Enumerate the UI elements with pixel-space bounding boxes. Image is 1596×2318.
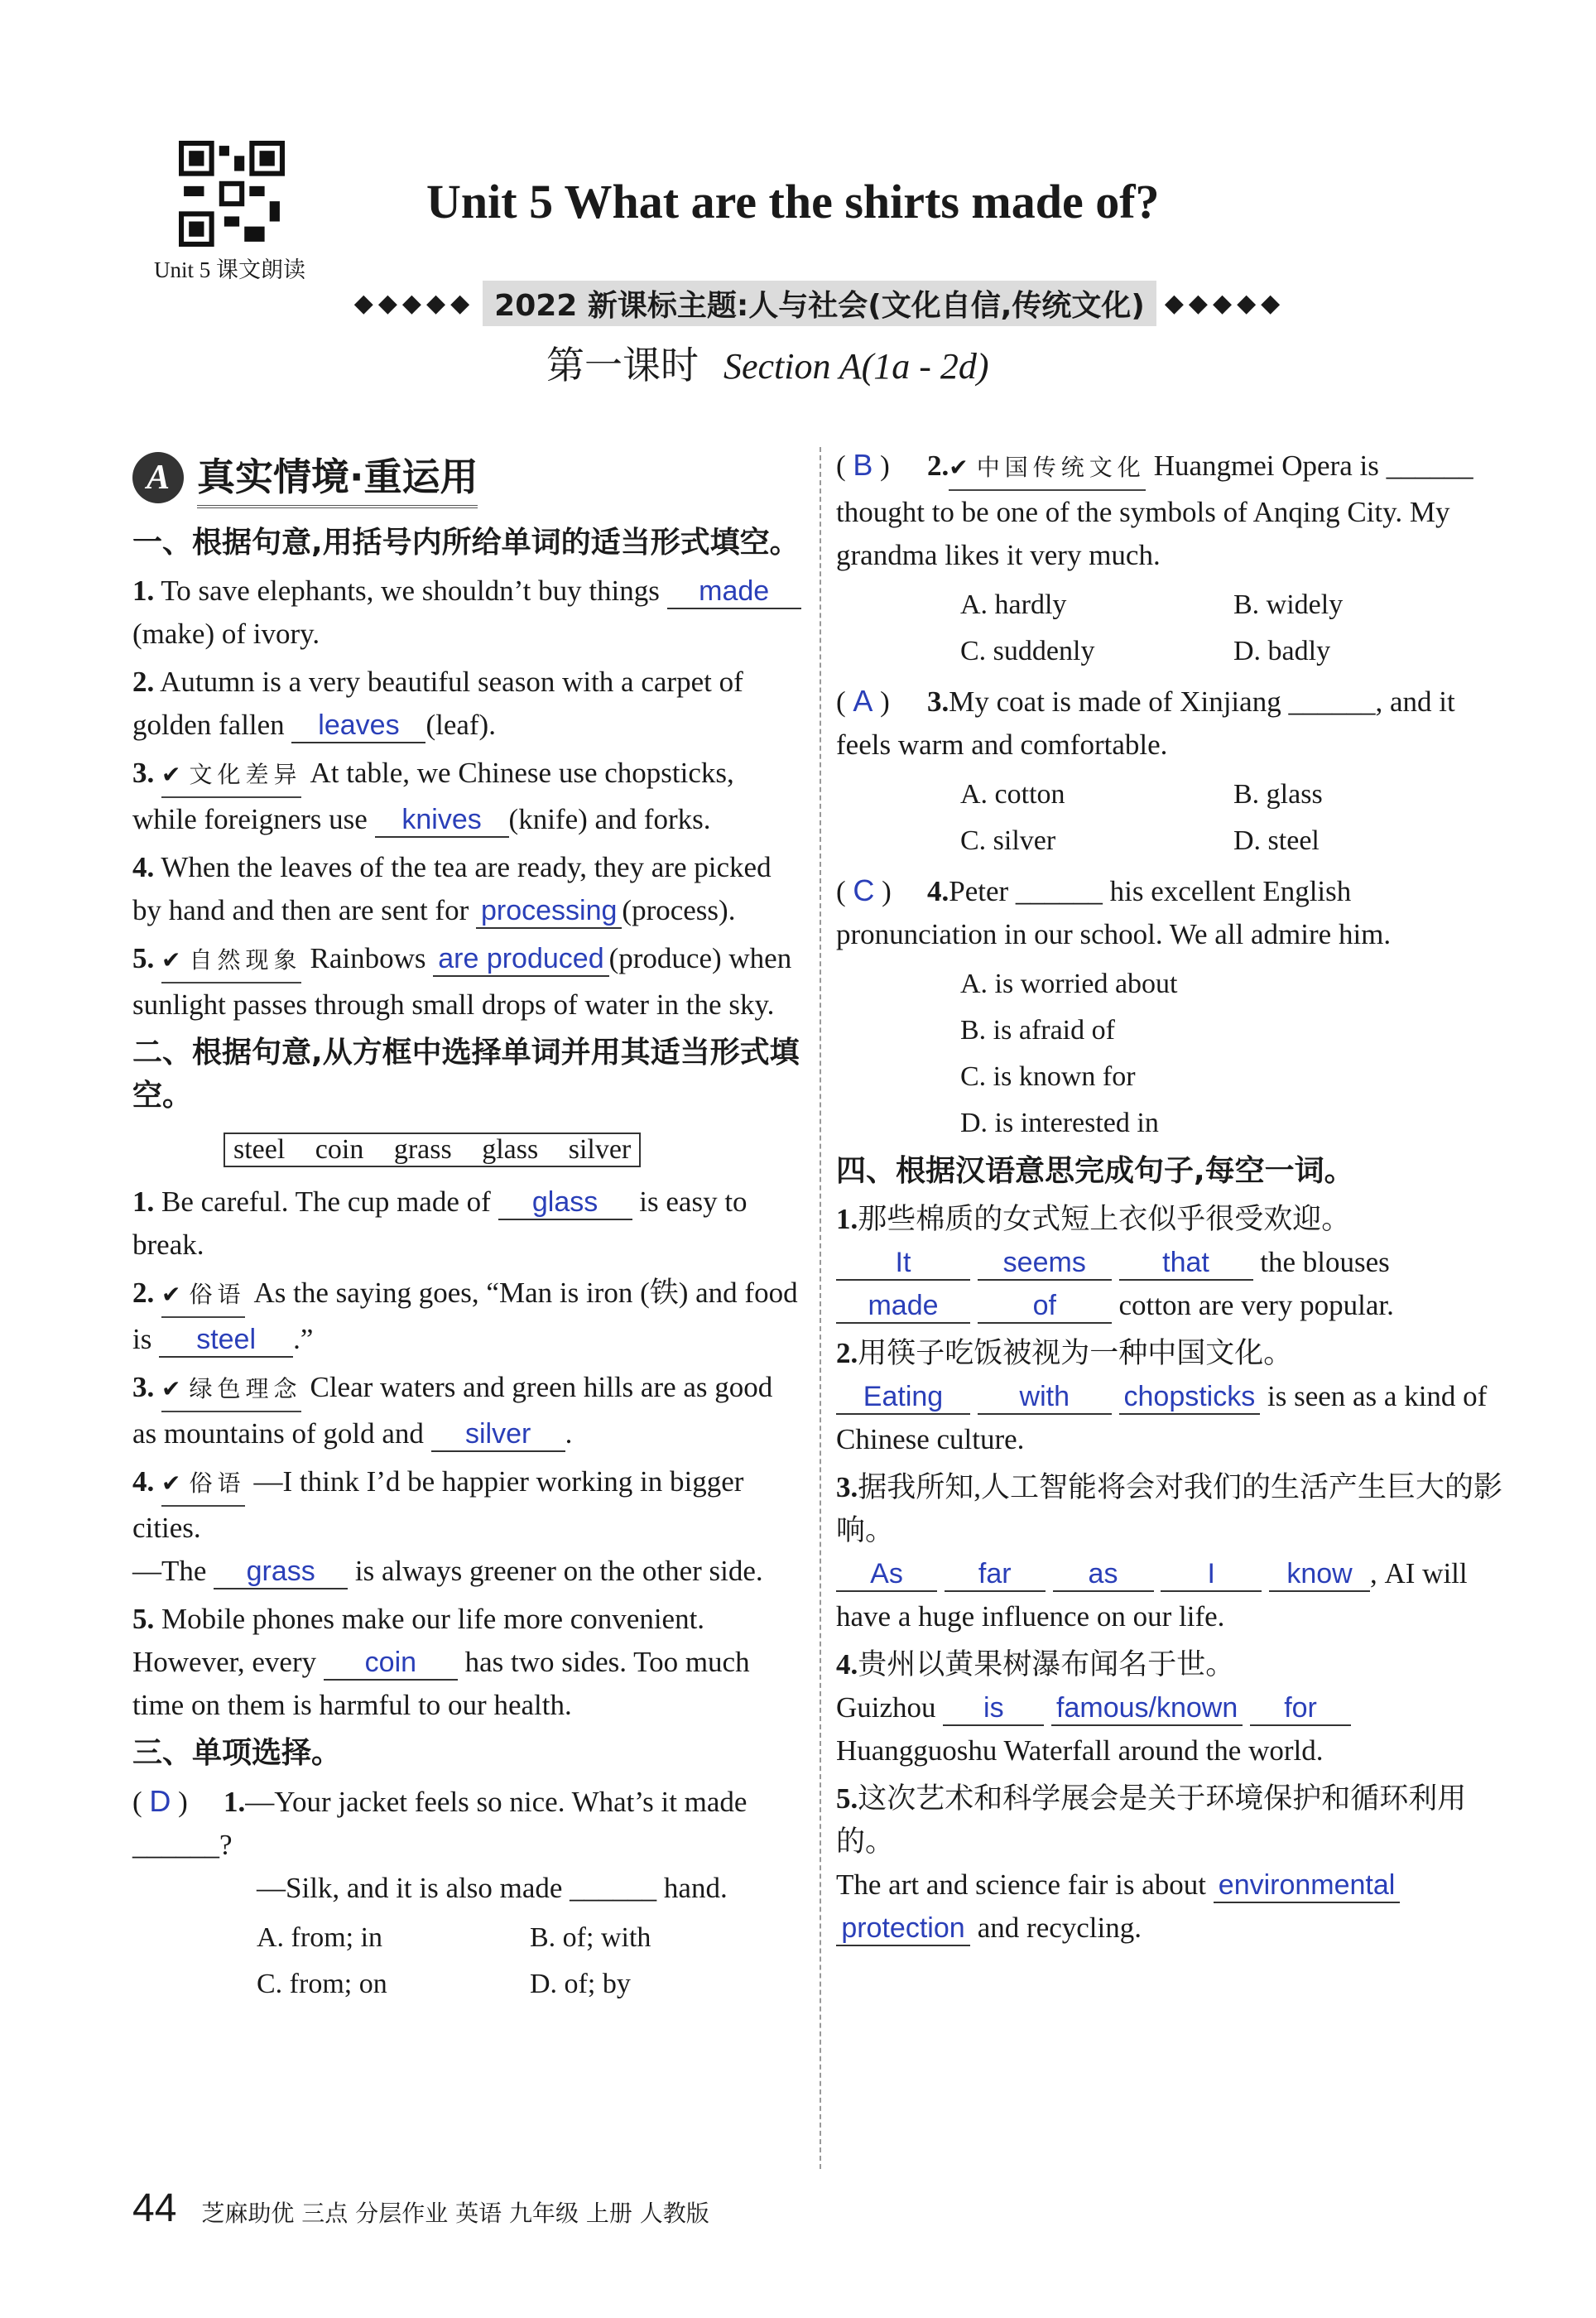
options-list <box>960 961 1507 1147</box>
question-item: 4. ✔ 俗语 —I think I’d be happier working in bigger cities. —The grass is always greener on the other side. <box>132 1460 803 1593</box>
answer-blank[interactable]: far <box>945 1557 1046 1592</box>
answer-blank[interactable]: silver <box>431 1417 565 1452</box>
lesson-title: 第一课时 Section A(1a - 2d) <box>546 343 989 387</box>
answer-blank[interactable]: made <box>667 575 801 609</box>
question-item: 5. Mobile phones make our life more convenient. However, every coin has two sides. Too much time on them is harmful to our health. <box>132 1603 750 1721</box>
question-item: ( C ) 4.Peter ______ his excellent English pronunciation in our school. We all admire him. <box>836 873 1392 950</box>
part1-heading: 一、根据句意,用括号内所给单词的适当形式填空。 <box>132 526 800 560</box>
answer-blank[interactable]: is <box>943 1691 1044 1726</box>
option-a[interactable]: A. cotton <box>960 779 1065 810</box>
question-item: 2. Autumn is a very beautiful season with a carpet of golden fallen leaves (leaf). <box>132 661 803 747</box>
topic-tag: ✔ 绿色理念 <box>161 1368 301 1412</box>
option-a[interactable]: A. is worried about <box>960 969 1178 999</box>
question-item: ( B ) 2.✔ 中国传统文化 Huangmei Opera is ______ thought to be one of the symbols of Anqing City. My grandma likes it very much. <box>836 444 1507 577</box>
question-item: 5. ✔ 自然现象 Rainbows are produced (produce) when sunlight passes through small drops of water in the sky. <box>132 937 803 1027</box>
answer-blank[interactable]: coin <box>324 1646 458 1681</box>
answer-blank[interactable]: It <box>836 1246 970 1281</box>
answer-blank[interactable]: seems <box>978 1246 1112 1281</box>
option-c[interactable]: C. is known for <box>960 1061 1136 1092</box>
options-grid <box>960 582 1507 675</box>
question-item: 4. When the leaves of the tea are ready, they are picked by hand and then are sent for processing (process). <box>132 846 803 932</box>
theme-bar <box>298 281 1341 325</box>
topic-tag: ✔ 俗语 <box>161 1273 245 1318</box>
answer-blank[interactable]: grass <box>214 1555 348 1589</box>
answer-blank[interactable]: that <box>1119 1246 1253 1281</box>
left-column <box>132 439 803 2008</box>
answer-blank[interactable]: glass <box>498 1185 632 1220</box>
page-number: 44 <box>132 2186 177 2230</box>
question-item: ( D ) 1.—Your jacket feels so nice. What’s it made ______? —Silk, and it is also made ______ hand. <box>132 1784 748 1904</box>
topic-tag: ✔ 中国传统文化 <box>949 446 1145 491</box>
option-c[interactable]: C. suddenly <box>960 636 1095 666</box>
column-divider <box>820 447 821 2169</box>
answer-blank[interactable]: Eating <box>836 1380 970 1415</box>
part2-heading: 二、根据句意,从方框中选择单词并用其适当形式填空。 <box>132 1036 800 1113</box>
option-d[interactable]: D. of; by <box>530 1969 631 1999</box>
question-item: 3. ✔ 绿色理念 Clear waters and green hills are as good as mountains of gold and silver . <box>132 1366 803 1455</box>
answer-blank[interactable]: are produced <box>433 942 608 977</box>
diamond-icons-right: ◆◆◆◆◆ <box>1164 288 1286 318</box>
answer-blank[interactable]: I <box>1161 1557 1262 1592</box>
option-c[interactable]: C. silver <box>960 825 1056 856</box>
topic-tag: ✔ 自然现象 <box>161 939 301 983</box>
answer-blank[interactable]: processing <box>476 894 622 929</box>
footer-text: 芝麻助优 三点 分层作业 英语 九年级 上册 人教版 <box>201 2200 709 2227</box>
option-c[interactable]: C. from; on <box>257 1969 387 1999</box>
option-a[interactable]: A. hardly <box>960 589 1067 620</box>
unit-title: Unit 5 What are the shirts made of? <box>426 175 1160 228</box>
question-item: 3.据我所知,人工智能将会对我们的生活产生巨大的影响。 As far as I know , AI will have a huge influence on our life. <box>836 1471 1503 1633</box>
question-item: 2. ✔ 俗语 As the saying goes, “Man is iron (铁) and food is steel .” <box>132 1272 803 1361</box>
qr-code-icon <box>179 141 285 247</box>
topic-tag: ✔ 文化差异 <box>161 753 301 798</box>
theme-label: 2022 新课标主题:人与社会(文化自信,传统文化) <box>483 281 1156 326</box>
qr-label: Unit 5 课文朗读 <box>154 257 306 282</box>
section-a-header <box>132 447 803 508</box>
right-column <box>836 439 1507 1955</box>
choice-answer[interactable]: B <box>853 448 873 482</box>
diamond-icons-left: ◆◆◆◆◆ <box>353 288 475 318</box>
option-a[interactable]: A. from; in <box>257 1922 383 1953</box>
option-d[interactable]: D. badly <box>1233 636 1331 666</box>
answer-blank[interactable]: As <box>836 1557 937 1592</box>
answer-blank[interactable]: leaves <box>291 709 425 743</box>
answer-blank[interactable]: environmental <box>1214 1868 1401 1903</box>
part3-heading: 三、单项选择。 <box>132 1736 342 1770</box>
section-badge: A <box>132 452 184 503</box>
question-item: 5.这次艺术和科学展会是关于环境保护和循环利用的。 The art and science fair is about environmental protection and recycling. <box>836 1777 1507 1950</box>
section-title: 真实情境·重运用 <box>197 447 478 508</box>
answer-blank[interactable]: as <box>1053 1557 1154 1592</box>
answer-blank[interactable]: made <box>836 1289 970 1324</box>
part4-heading: 四、根据汉语意思完成句子,每空一词。 <box>836 1154 1354 1188</box>
question-item: 1. To save elephants, we shouldn’t buy things made(make) of ivory. <box>132 570 803 656</box>
option-b[interactable]: B. is afraid of <box>960 1015 1115 1046</box>
question-item: 1.那些棉质的女式短上衣似乎很受欢迎。 It seems that the blouses made of cotton are very popular. <box>836 1198 1507 1327</box>
question-item: 3. ✔ 文化差异 At table, we Chinese use chopsticks, while foreigners use knives (knife) and forks. <box>132 752 803 841</box>
choice-answer[interactable]: C <box>853 873 875 907</box>
answer-blank[interactable]: famous/known <box>1051 1691 1243 1726</box>
topic-tag: ✔ 俗语 <box>161 1462 245 1507</box>
answer-blank[interactable]: for <box>1250 1691 1351 1726</box>
answer-blank[interactable]: with <box>978 1380 1112 1415</box>
answer-blank[interactable]: chopsticks <box>1119 1380 1261 1415</box>
question-item: ( A ) 3.My coat is made of Xinjiang ______, and it feels warm and comfortable. <box>836 684 1455 761</box>
word-box: steel coin grass glass silver <box>224 1133 641 1167</box>
question-item: 4.贵州以黄果树瀑布闻名于世。 Guizhou is famous/known for Huangguoshu Waterfall around the world. <box>836 1643 1507 1772</box>
answer-blank[interactable]: of <box>978 1289 1112 1324</box>
choice-answer[interactable]: D <box>149 1784 171 1818</box>
options-grid <box>960 772 1507 864</box>
answer-blank[interactable]: knives <box>375 803 509 838</box>
answer-blank[interactable]: protection <box>836 1912 970 1946</box>
option-b[interactable]: B. of; with <box>530 1922 651 1953</box>
choice-answer[interactable]: A <box>853 684 873 718</box>
question-item: 1. Be careful. The cup made of glass is easy to break. <box>132 1185 748 1261</box>
question-item: 2.用筷子吃饭被视为一种中国文化。 Eating with chopsticks is seen as a kind of Chinese culture. <box>836 1337 1488 1455</box>
option-d[interactable]: D. is interested in <box>960 1108 1159 1138</box>
options-grid <box>257 1915 803 2008</box>
answer-blank[interactable]: steel <box>159 1323 293 1358</box>
page-footer <box>132 2186 709 2231</box>
option-b[interactable]: B. widely <box>1233 589 1344 620</box>
option-d[interactable]: D. steel <box>1233 825 1320 856</box>
option-b[interactable]: B. glass <box>1233 779 1323 810</box>
answer-blank[interactable]: know <box>1269 1557 1370 1592</box>
